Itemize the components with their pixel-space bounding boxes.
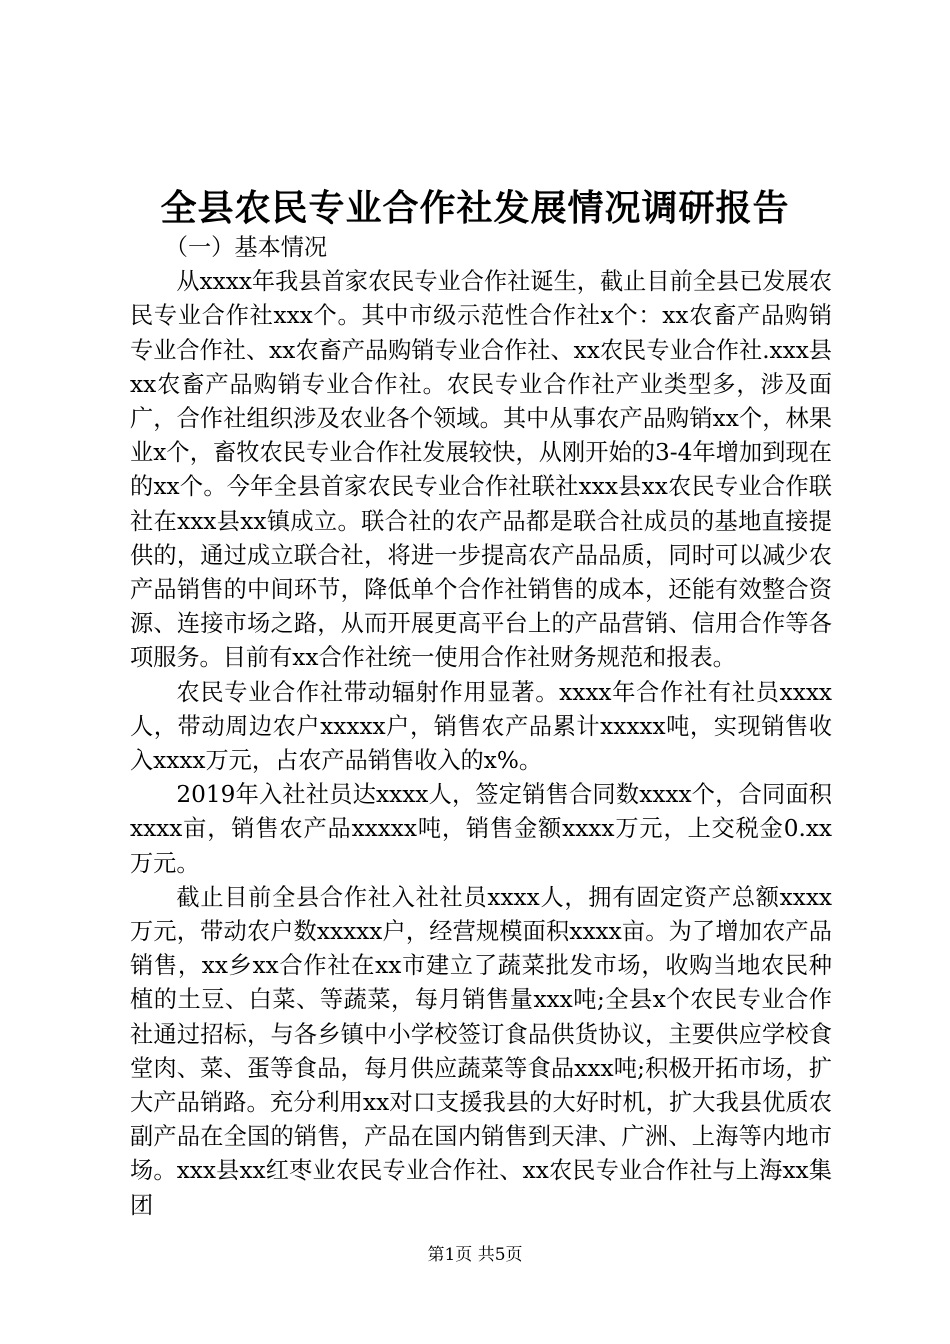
section-heading: （一）基本情况 (164, 234, 328, 261)
page-number: 第1页 共5页 (427, 1245, 523, 1265)
paragraph-2019-stats: 2019年入社社员达xxxx人，签定销售合同数xxxx个，合同面积xxxx亩，销售农产品xxxxx吨，销售金额xxxx万元，上交税金0.xx万元。 (130, 781, 832, 877)
paragraph-current-status: 截止目前全县合作社入社社员xxxx人，拥有固定资产总额xxxx万元，带动农户数xxxxx户，经营规模面积xxxx亩。为了增加农产品销售，xx乡xx合作社在xx市建立了蔬菜批发市场，收购当地农民种植的土豆、白菜、等蔬菜，每月销售量xxx吨;全县x个农民专业合作社通过招标，与各乡镇中小学校签订食品供货协议，主要供应学校食堂肉、菜、蛋等食品，每月供应蔬菜等食品xxx吨;积极开拓市场，扩大产品销路。充分利用xx对口支援我县的大好时机，扩大我县优质农副产品在全国的销售，产品在国内销售到天津、广洲、上海等内地市场。xxx县xx红枣业农民专业合作社、xx农民专业合作社与上海xx集团 (130, 883, 832, 1219)
document-title: 全县农民专业合作社发展情况调研报告 (160, 187, 790, 229)
paragraph-driving-effect: 农民专业合作社带动辐射作用显著。xxxx年合作社有社员xxxx人，带动周边农户xxxxx户，销售农产品累计xxxxx吨，实现销售收入xxxx万元，占农产品销售收入的x%。 (130, 678, 832, 775)
paragraph-basic-situation: 从xxxx年我县首家农民专业合作社诞生，截止目前全县已发展农民专业合作社xxx个。其中市级示范性合作社x个：xx农畜产品购销专业合作社、xx农畜产品购销专业合作社、xx农民专业合作社.xxx县xx农畜产品购销专业合作社。农民专业合作社产业类型多，涉及面广，合作社组织涉及农业各个领域。其中从事农产品购销xx个，林果业x个，畜牧农民专业合作社发展较快，从刚开始的3-4年增加到现在的xx个。今年全县首家农民专业合作社联社xxx县xx农民专业合作联社在xxx县xx镇成立。联合社的农产品都是联合社成员的基地直接提供的，通过成立联合社，将进一步提高农产品品质，同时可以减少农产品销售的中间环节，降低单个合作社销售的成本，还能有效整合资源、连接市场之路，从而开展更高平台上的产品营销、信用合作等各项服务。目前有xx合作社统一使用合作社财务规范和报表。 (130, 268, 832, 672)
document-body (130, 231, 832, 1223)
